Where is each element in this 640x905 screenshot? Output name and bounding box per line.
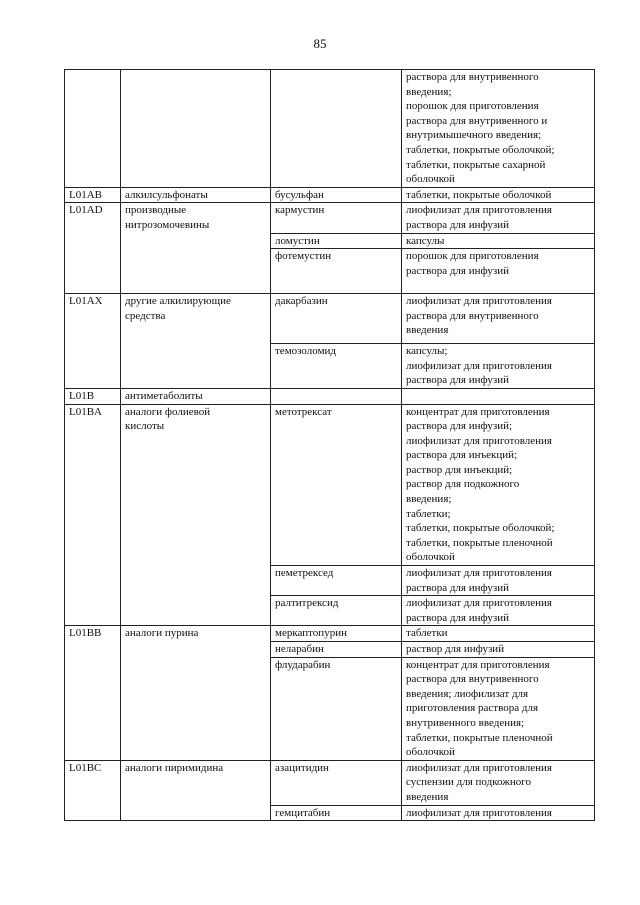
drug-cell: флударабин (271, 657, 402, 760)
atc-code-cell (65, 70, 121, 188)
drug-cell: фотемустин (271, 249, 402, 294)
group-cell: аналоги фолиевой кислоты (121, 404, 271, 626)
drug-cell: ломустин (271, 233, 402, 249)
dosage-form-cell: капсулы; лиофилизат для приготовления раствора для инфузий (402, 344, 595, 389)
table-row (65, 187, 595, 203)
table-row (65, 404, 595, 566)
drug-table (64, 69, 595, 821)
drug-cell (271, 388, 402, 404)
drug-cell: пеметрексед (271, 566, 402, 596)
drug-cell: ралтитрексид (271, 596, 402, 626)
atc-code-cell: L01BB (65, 626, 121, 760)
group-cell (121, 70, 271, 188)
dosage-form-cell: порошок для приготовления раствора для инфузий (402, 249, 595, 294)
table-row (65, 203, 595, 233)
drug-cell: гемцитабин (271, 805, 402, 821)
atc-code-cell: L01AX (65, 294, 121, 389)
drug-cell: азацитидин (271, 760, 402, 805)
group-cell: антиметаболиты (121, 388, 271, 404)
drug-cell: дакарбазин (271, 294, 402, 344)
table-row (65, 388, 595, 404)
drug-cell: темозоломид (271, 344, 402, 389)
dosage-form-cell: таблетки (402, 626, 595, 642)
drug-cell: метотрексат (271, 404, 402, 566)
drug-cell: кармустин (271, 203, 402, 233)
table-row (65, 760, 595, 805)
atc-code-cell: L01B (65, 388, 121, 404)
page-number: 85 (313, 36, 327, 51)
group-cell: алкилсульфонаты (121, 187, 271, 203)
dosage-form-cell (402, 388, 595, 404)
dosage-form-cell: раствор для инфузий (402, 642, 595, 658)
table-row (65, 294, 595, 344)
dosage-form-cell: лиофилизат для приготовления суспензии для подкожного введения (402, 760, 595, 805)
atc-code-cell: L01BA (65, 404, 121, 626)
drug-cell: бусульфан (271, 187, 402, 203)
atc-code-cell: L01BC (65, 760, 121, 820)
drug-cell: неларабин (271, 642, 402, 658)
table-row (65, 626, 595, 642)
drug-cell: меркаптопурин (271, 626, 402, 642)
group-cell: другие алкилирующие средства (121, 294, 271, 389)
dosage-form-cell: лиофилизат для приготовления раствора для инфузий (402, 203, 595, 233)
group-cell: аналоги пурина (121, 626, 271, 760)
table-row (65, 70, 595, 188)
dosage-form-cell: лиофилизат для приготовления раствора для инфузий (402, 566, 595, 596)
dosage-form-cell: капсулы (402, 233, 595, 249)
dosage-form-cell: таблетки, покрытые оболочкой (402, 187, 595, 203)
dosage-form-cell: раствора для внутривенного введения; порошок для приготовления раствора для внутривенного и внутримышечного введения; таблетки, покрытые оболочкой; таблетки, покрытые сахарной оболочкой (402, 70, 595, 188)
atc-code-cell: L01AB (65, 187, 121, 203)
atc-code-cell: L01AD (65, 203, 121, 294)
dosage-form-cell: лиофилизат для приготовления раствора для внутривенного введения (402, 294, 595, 344)
dosage-form-cell: лиофилизат для приготовления (402, 805, 595, 821)
drug-cell (271, 70, 402, 188)
dosage-form-cell: концентрат для приготовления раствора для инфузий; лиофилизат для приготовления раствора для инъекций; раствор для инъекций; раствор для подкожного введения; таблетки; таблетки, покрытые оболочкой; таблетки, покрытые пленочной оболочкой (402, 404, 595, 566)
dosage-form-cell: лиофилизат для приготовления раствора для инфузий (402, 596, 595, 626)
group-cell: производные нитрозомочевины (121, 203, 271, 294)
dosage-form-cell: концентрат для приготовления раствора для внутривенного введения; лиофилизат для приготовления раствора для внутривенного введения; таблетки, покрытые пленочной оболочкой (402, 657, 595, 760)
group-cell: аналоги пиримидина (121, 760, 271, 820)
